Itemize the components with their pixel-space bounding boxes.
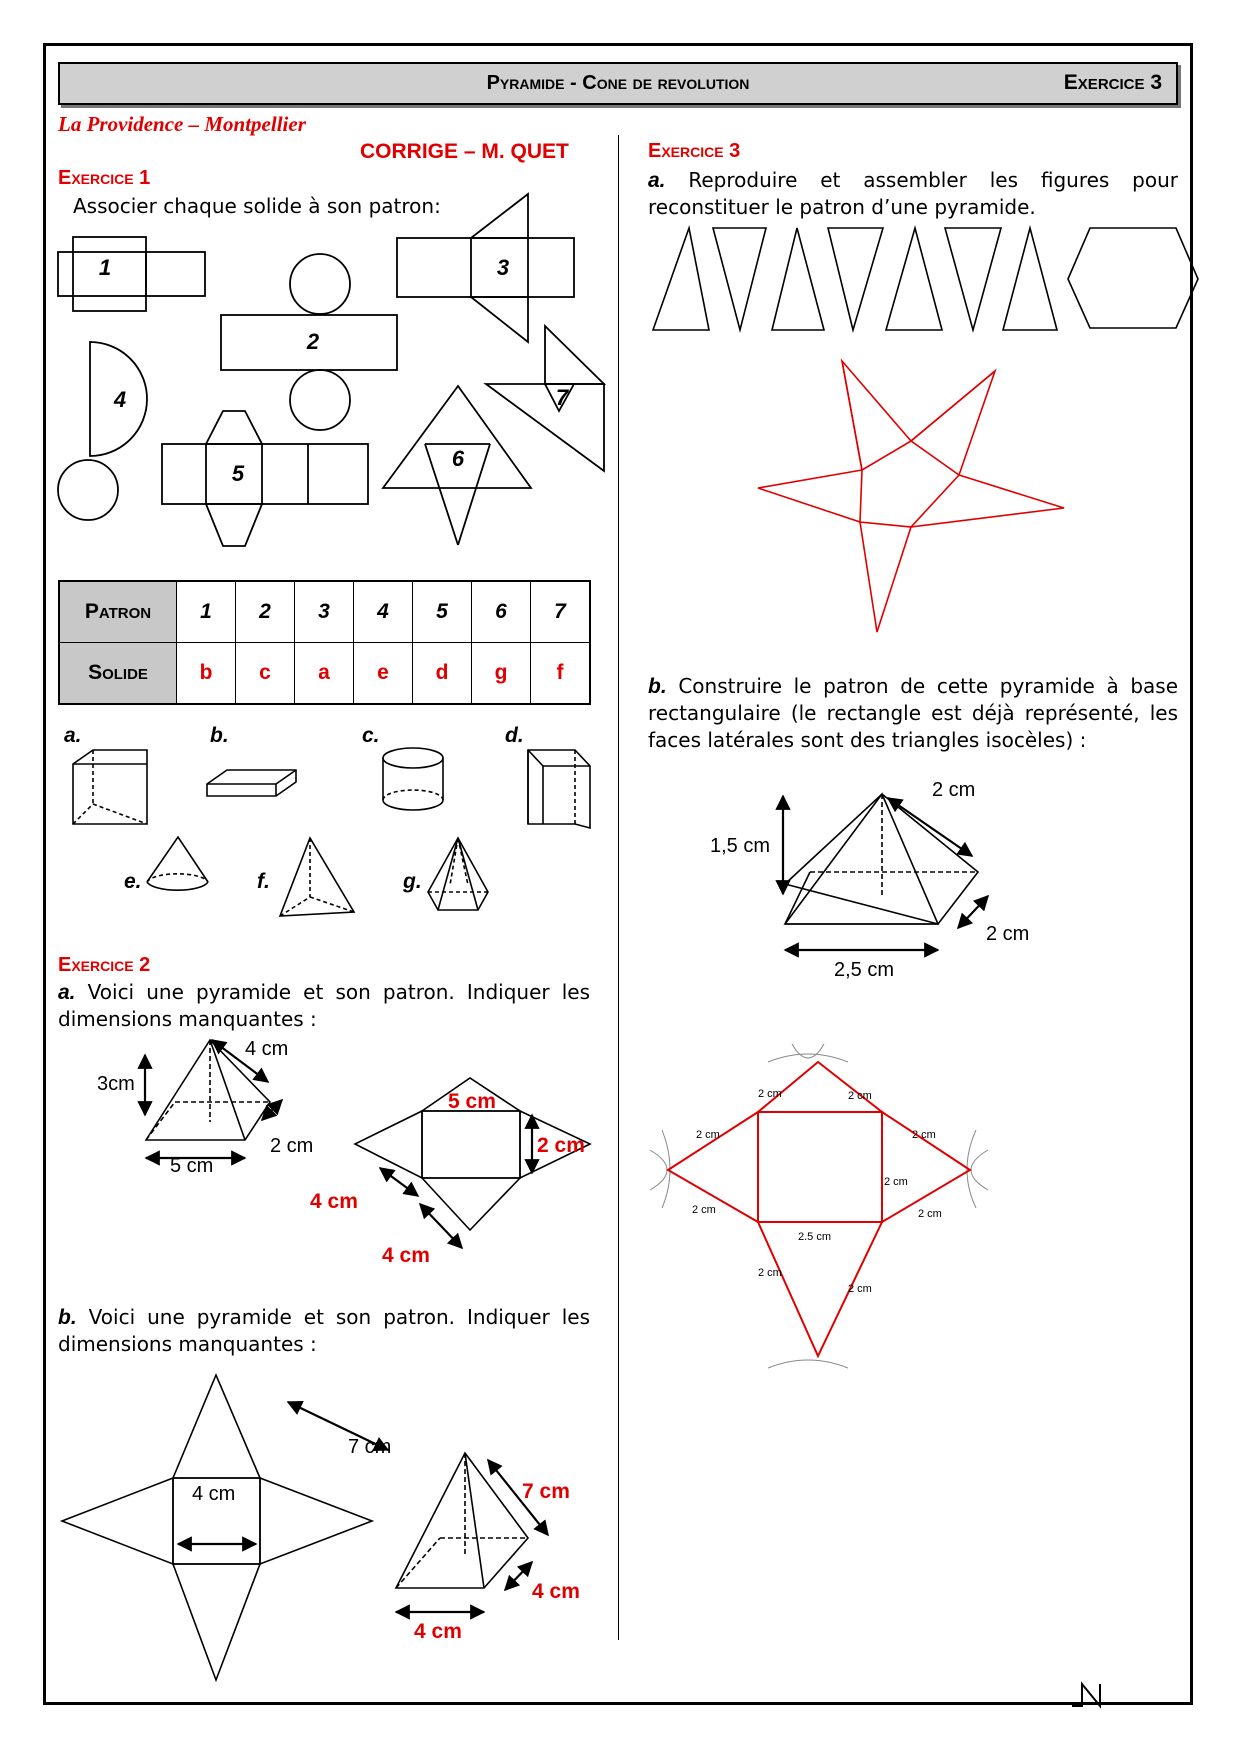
ex3b-label: b. bbox=[648, 675, 667, 698]
net-label-3: 3 bbox=[496, 255, 510, 280]
ex3b-net-figure bbox=[620, 1040, 1120, 1370]
ex2-heading: Exercice 2 bbox=[58, 954, 151, 976]
ex2b-label: b. bbox=[58, 1306, 77, 1329]
solide-answer-cell: f bbox=[531, 643, 591, 705]
solid-label-e: e. bbox=[124, 870, 142, 893]
ex3-net-label-rt: 2 cm bbox=[912, 1129, 936, 1141]
net-label-4: 4 bbox=[113, 387, 127, 412]
ex3b-text-line1: b. Construire le patron de cette pyramide à base bbox=[648, 674, 1179, 698]
solid-label-g: g. bbox=[403, 870, 422, 893]
ex2b-answer-edge: 7 cm bbox=[522, 1480, 570, 1503]
ex3b-height-label: 1,5 cm bbox=[710, 835, 771, 857]
net-label-2: 2 bbox=[306, 329, 320, 354]
solide-answer-cell: a bbox=[295, 643, 354, 705]
ex1-solids-figure bbox=[0, 720, 620, 930]
ex3-net-label-lt: 2 cm bbox=[696, 1129, 720, 1141]
net-label-1: 1 bbox=[98, 255, 112, 280]
ex3a-text-line1: a. Reproduire et assembler les figures pour bbox=[648, 168, 1178, 192]
ex3-net-label-tl1: 2 cm bbox=[758, 1088, 782, 1100]
ex3b-figure bbox=[620, 760, 1240, 980]
school-name: La Providence – Montpellier bbox=[58, 112, 306, 136]
patron-cell: 3 bbox=[295, 581, 354, 643]
ex2a-depth-label: 2 cm bbox=[270, 1135, 314, 1157]
solide-answer-cell: e bbox=[354, 643, 413, 705]
header-title: Pyramide - Cone de revolution bbox=[486, 72, 750, 94]
patron-cell: 1 bbox=[177, 581, 236, 643]
patron-cell: 7 bbox=[531, 581, 591, 643]
ex2b-square-label: 4 cm bbox=[192, 1483, 236, 1505]
ex2a-base-label: 5 cm bbox=[170, 1155, 214, 1177]
ex2b-answer-base: 4 cm bbox=[414, 1620, 462, 1643]
ex3-net-label-base: 2.5 cm bbox=[798, 1231, 832, 1243]
ex3b-text-line3: faces latérales sont des triangles isocèles) : bbox=[648, 728, 1087, 752]
patron-cell: 6 bbox=[472, 581, 531, 643]
patron-solide-table bbox=[58, 580, 591, 705]
ex2a-height-label: 3cm bbox=[97, 1073, 135, 1095]
ex1-instruction: Associer chaque solide à son patron: bbox=[73, 194, 441, 218]
solid-label-b: b. bbox=[210, 724, 229, 747]
ex2b-text-line2: dimensions manquantes : bbox=[58, 1332, 317, 1356]
ex3-heading: Exercice 3 bbox=[648, 140, 741, 162]
solid-label-c: c. bbox=[362, 724, 380, 747]
ex2a-label: a. bbox=[58, 981, 76, 1004]
ex3b-text-line2: rectangulaire (le rectangle est déjà représenté, les bbox=[648, 701, 1178, 725]
table-row-solide bbox=[59, 643, 590, 705]
ex3a-text-line2: reconstituer le patron d’une pyramide. bbox=[648, 195, 1036, 219]
ex2a-edge-label: 4 cm bbox=[245, 1038, 289, 1060]
solide-answer-cell: b bbox=[177, 643, 236, 705]
solide-header: Solide bbox=[59, 643, 177, 705]
ex3-net-label-bl: 2 cm bbox=[758, 1267, 782, 1279]
ex2b-answer-depth: 4 cm bbox=[532, 1580, 580, 1603]
ex2a-text-line1: a. Voici une pyramide et son patron. Indiquer les bbox=[58, 980, 590, 1004]
ex3-net-label-mid: 2 cm bbox=[884, 1176, 908, 1188]
ex3a-figure bbox=[620, 200, 1240, 650]
ex2b-text-line1: b. Voici une pyramide et son patron. Indiquer les bbox=[58, 1305, 591, 1329]
ex3-net-label-br: 2 cm bbox=[848, 1283, 872, 1295]
header-exercise: Exercice 3 bbox=[1063, 71, 1162, 94]
patron-header: Patron bbox=[59, 581, 177, 643]
solide-answer-cell: g bbox=[472, 643, 531, 705]
patron-cell: 2 bbox=[236, 581, 295, 643]
ex2b-figure bbox=[0, 1360, 620, 1700]
page-corner-mark bbox=[1070, 1680, 1120, 1710]
corrige-title: CORRIGE – M. QUET bbox=[360, 140, 569, 163]
ex3b-edge-label: 2 cm bbox=[932, 779, 976, 801]
ex2a-answer-right: 2 cm bbox=[537, 1134, 585, 1157]
ex3-net-label-lb: 2 cm bbox=[692, 1204, 716, 1216]
patron-cell: 4 bbox=[354, 581, 413, 643]
ex2a-answer-left: 4 cm bbox=[310, 1190, 358, 1213]
ex3-net-label-tl2: 2 cm bbox=[848, 1090, 872, 1102]
patron-cell: 5 bbox=[413, 581, 472, 643]
ex2a-answer-bottom: 4 cm bbox=[382, 1244, 430, 1267]
net-label-6: 6 bbox=[451, 446, 465, 471]
ex1-heading: Exercice 1 bbox=[58, 167, 151, 189]
solid-label-f: f. bbox=[257, 870, 270, 893]
ex3a-label: a. bbox=[648, 169, 666, 192]
solid-label-d: d. bbox=[505, 724, 524, 747]
ex3b-base-label: 2,5 cm bbox=[834, 959, 895, 980]
ex2b-edge-label: 7 cm bbox=[348, 1436, 392, 1458]
table-row-patron bbox=[59, 581, 590, 643]
solide-answer-cell: c bbox=[236, 643, 295, 705]
solide-answer-cell: d bbox=[413, 643, 472, 705]
solid-label-a: a. bbox=[64, 724, 82, 747]
ex2a-text-line2: dimensions manquantes : bbox=[58, 1007, 317, 1031]
ex3b-depth-label: 2 cm bbox=[986, 923, 1030, 945]
net-label-5: 5 bbox=[231, 461, 245, 486]
ex2a-answer-top: 5 cm bbox=[448, 1090, 496, 1113]
ex1-nets-figure bbox=[0, 0, 620, 570]
net-label-7: 7 bbox=[555, 385, 569, 410]
ex3-net-label-rb: 2 cm bbox=[918, 1208, 942, 1220]
ex2a-figure bbox=[0, 1030, 620, 1280]
